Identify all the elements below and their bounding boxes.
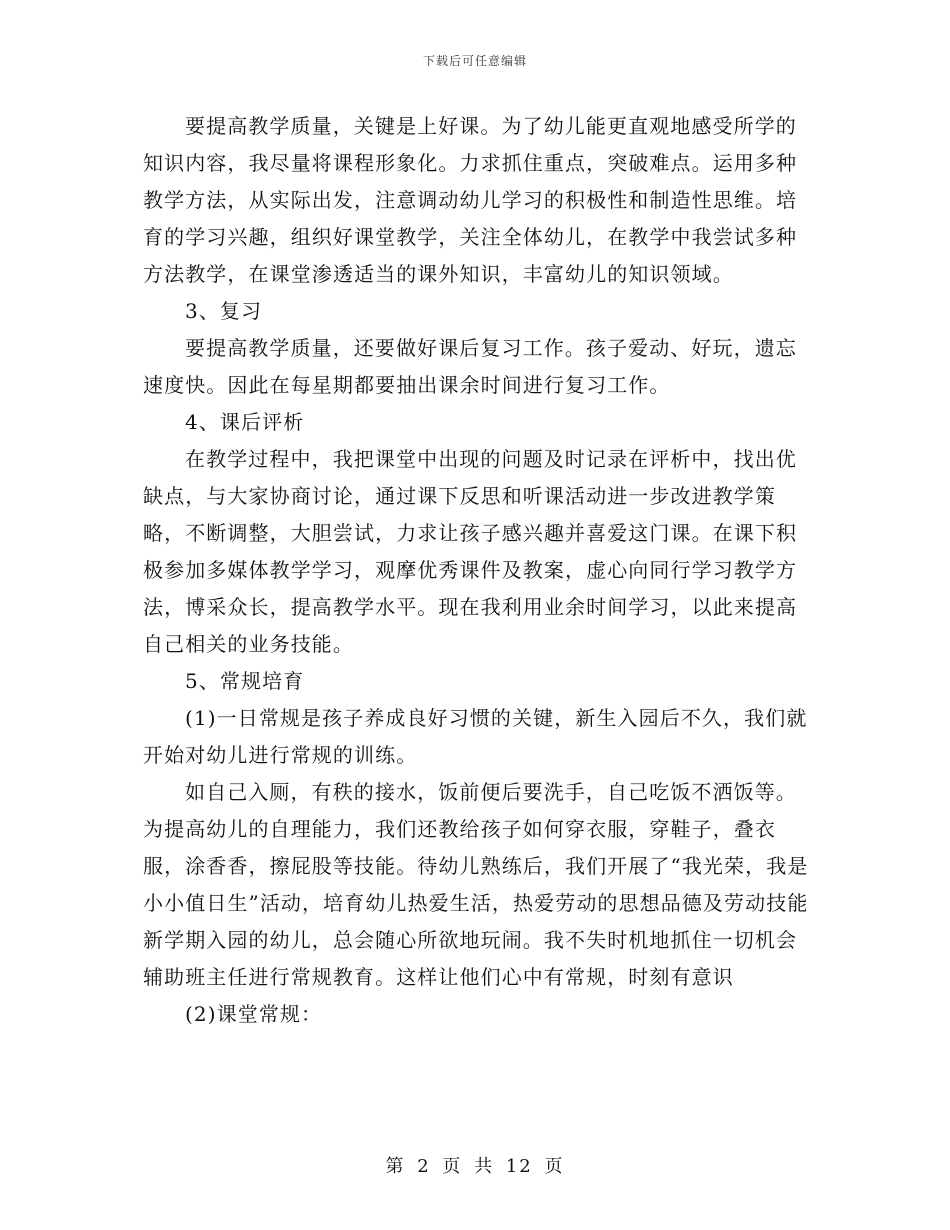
paragraph-review: 要提高教学质量，还要做好课后复习工作。孩子爱动、好玩，遗忘速度快。因此在每星期都要抽出课余时间进行复习工作。 [143, 336, 797, 397]
heading-routine-training: 5、常规培育 [185, 669, 305, 693]
paragraph-self-care: 如自己入厕，有秩的接水，饭前便后要洗手，自己吃饭不洒饭等。为提高幼儿的自理能力，我们还教给孩子如何穿衣服，穿鞋子，叠衣服，涂香香，擦屁股等技能。待幼儿熟练后，我们开展了“我光荣，我是小小值日生”活动，培育幼儿热爱生活，热爱劳动的思想品德及劳动技能新学期入园的幼儿，总会随心所欲地玩闹。我不失时机地抓住一切机会辅助班主任进行常规教育。这样让他们心中有常规，时刻有意识 [143, 780, 809, 989]
paragraph-daily-routine: (1)一日常规是孩子养成良好习惯的关键，新生入园后不久，我们就开始对幼儿进行常规的训练。 [143, 706, 808, 767]
heading-classroom-routine: (2)课堂常规： [185, 1002, 323, 1026]
paragraph-teaching-quality: 要提高教学质量，关键是上好课。为了幼儿能更直观地感受所学的知识内容，我尽量将课程形象化。力求抓住重点，突破难点。运用多种教学方法，从实际出发，注意调动幼儿学习的积极性和制造性思维。培育的学习兴趣，组织好课堂教学，关注全体幼儿，在教学中我尝试多种方法教学，在课堂渗透适当的课外知识，丰富幼儿的知识领域。 [143, 114, 798, 286]
paragraph-after-class-analysis: 在教学过程中，我把课堂中出现的问题及时记录在评析中，找出优缺点，与大家协商讨论，通过课下反思和听课活动进一步改进教学策略，不断调整，大胆尝试，力求让孩子感兴趣并喜爱这门课。在课下积极参加多媒体教学学习，观摩优秀课件及教案，虚心向同行学习教学方法，博采众长，提高教学水平。现在我利用业余时间学习，以此来提高自己相关的业务技能。 [143, 447, 798, 656]
document-body [143, 108, 813, 1033]
heading-after-class-analysis: 4、课后评析 [185, 410, 305, 434]
page-header: 下载后可任意编辑 [422, 54, 527, 68]
page-number: 第 2 页 共 12 页 [385, 1156, 565, 1177]
heading-review: 3、复习 [185, 299, 263, 323]
